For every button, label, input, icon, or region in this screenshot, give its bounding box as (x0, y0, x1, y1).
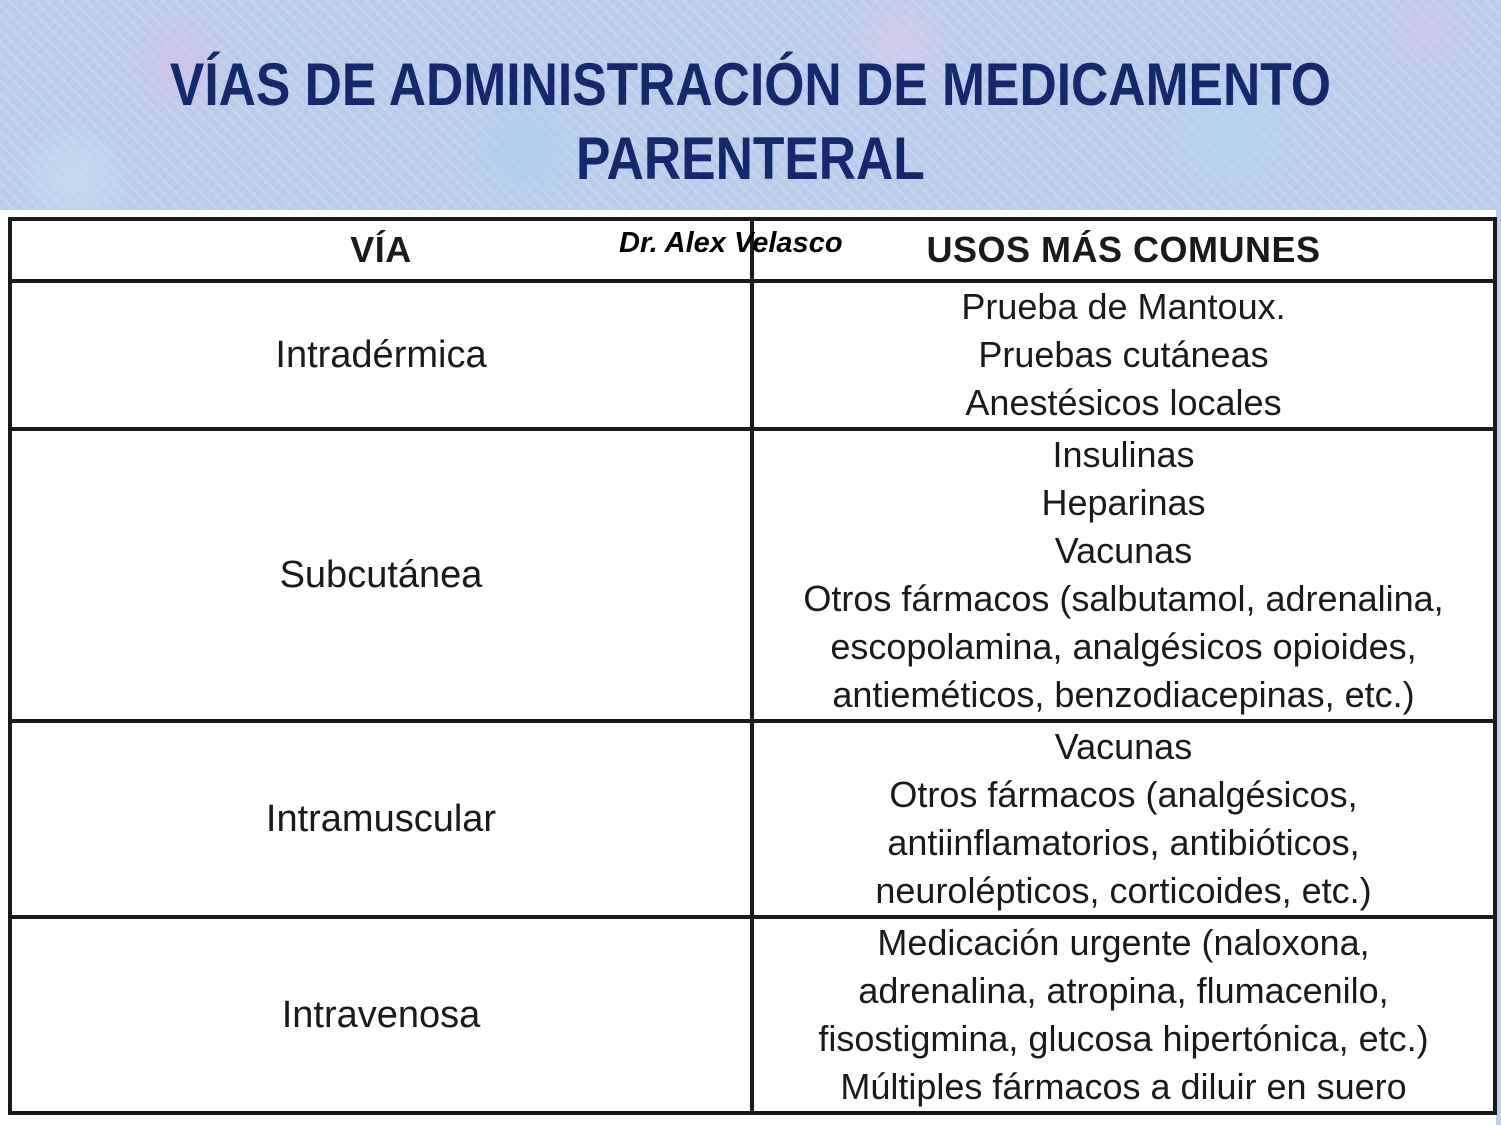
route-intradermica: Intradérmica (10, 281, 752, 429)
use-line: Anestésicos locales (965, 382, 1282, 423)
use-line: escopolamina, analgésicos opioides, (830, 626, 1417, 667)
use-line: Otros fármacos (salbutamol, adrenalina, (803, 578, 1444, 619)
route-intramuscular: Intramuscular (10, 721, 752, 917)
author-credit: Dr. Alex Velasco (619, 227, 843, 259)
table-row (10, 917, 1495, 1113)
header-usos: USOS MÁS COMUNES (752, 219, 1495, 281)
slide-title (105, 48, 1396, 196)
header-via: VÍA (10, 219, 752, 281)
slide-title-line-1: VÍAS DE ADMINISTRACIÓN DE MEDICAMENTO (169, 51, 1331, 118)
use-line: adrenalina, atropina, flumacenilo, (858, 970, 1389, 1011)
use-line: Vacunas (1054, 726, 1193, 767)
administration-routes-table (8, 217, 1497, 1115)
uses-intravenosa (752, 917, 1495, 1113)
use-line: Pruebas cutáneas (978, 334, 1269, 375)
uses-subcutanea (752, 429, 1495, 721)
use-line: neurolépticos, corticoides, etc.) (875, 870, 1372, 911)
uses-intradermica (752, 281, 1495, 429)
route-subcutanea: Subcutánea (10, 429, 752, 721)
use-line: Otros fármacos (analgésicos, (889, 774, 1358, 815)
table-row (10, 429, 1495, 721)
use-line: Múltiples fármacos a diluir en suero (840, 1066, 1407, 1107)
use-line: Medicación urgente (naloxona, (877, 922, 1370, 963)
use-line: antieméticos, benzodiacepinas, etc.) (832, 674, 1415, 715)
use-line: antiinflamatorios, antibióticos, (887, 822, 1360, 863)
use-line: Prueba de Mantoux. (961, 286, 1286, 327)
use-line: Insulinas (1052, 434, 1195, 475)
use-line: Vacunas (1054, 530, 1193, 571)
slide-title-line-2: PARENTERAL (576, 125, 925, 192)
table-row (10, 721, 1495, 917)
use-line: Heparinas (1041, 482, 1206, 523)
table-row (10, 281, 1495, 429)
use-line: fisostigmina, glucosa hipertónica, etc.) (818, 1018, 1429, 1059)
uses-intramuscular (752, 721, 1495, 917)
route-intravenosa: Intravenosa (10, 917, 752, 1113)
